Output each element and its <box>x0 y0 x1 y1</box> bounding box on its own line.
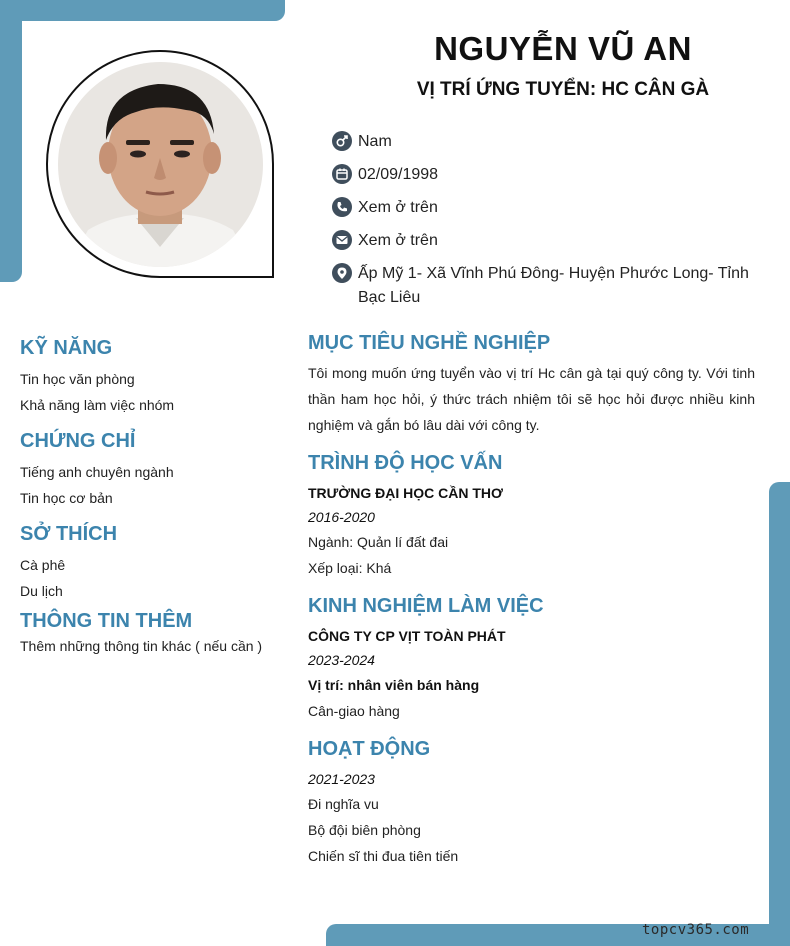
skills-title: KỸ NĂNG <box>20 337 113 359</box>
address-text: Ấp Mỹ 1- Xã Vĩnh Phú Đông- Huyện Phước Long- Tỉnh Bạc Liêu <box>358 265 749 306</box>
email-text: Xem ở trên <box>358 232 438 249</box>
profile-photo-frame <box>46 50 274 278</box>
right-column <box>308 332 755 869</box>
gender-text: Nam <box>358 133 392 150</box>
experience-section <box>308 595 755 724</box>
phone-icon <box>332 197 352 217</box>
more-info-title: THÔNG TIN THÊM <box>20 610 193 632</box>
certificates-title: CHỨNG CHỈ <box>20 430 136 452</box>
contact-info <box>332 130 772 319</box>
left-column <box>20 333 290 659</box>
activities-dates: 2021-2023 <box>308 771 375 787</box>
calendar-icon <box>332 164 352 184</box>
more-info-item: Thêm những thông tin khác ( nếu cần ) <box>20 638 263 654</box>
experience-title: KINH NGHIỆM LÀM VIỆC <box>308 595 544 617</box>
skill-item: Khả năng làm việc nhóm <box>20 397 175 413</box>
contact-gender <box>332 130 772 154</box>
education-major: Ngành: Quản lí đất đai <box>308 534 449 550</box>
watermark: topcv365.com <box>642 922 750 938</box>
email-icon <box>332 230 352 250</box>
activities-title: HOẠT ĐỘNG <box>308 738 431 760</box>
education-rank: Xếp loại: Khá <box>308 560 392 576</box>
hobbies-section <box>20 523 290 604</box>
experience-role: Vị trí: nhân viên bán hàng <box>308 677 480 693</box>
contact-phone <box>332 196 772 220</box>
company-name: CÔNG TY CP VỊT TOÀN PHÁT <box>308 628 506 644</box>
more-info-section <box>20 610 290 659</box>
experience-dates: 2023-2024 <box>308 652 375 668</box>
skills-section <box>20 337 290 418</box>
decor-bar-right <box>769 482 790 946</box>
birthday-text: 02/09/1998 <box>358 166 439 183</box>
certificate-item: Tiếng anh chuyên ngành <box>20 464 174 480</box>
hobby-item: Cà phê <box>20 557 66 573</box>
school-name: TRƯỜNG ĐẠI HỌC CẦN THƠ <box>308 485 503 501</box>
gender-icon <box>332 131 352 151</box>
decor-bar-top <box>0 0 285 21</box>
contact-address <box>332 262 772 310</box>
activities-section <box>308 738 755 869</box>
applied-position: VỊ TRÍ ỨNG TUYỂN: HC CÂN GÀ <box>416 79 710 100</box>
hobby-item: Du lịch <box>20 583 63 599</box>
profile-photo <box>58 62 263 267</box>
location-icon <box>332 263 352 283</box>
education-title: TRÌNH ĐỘ HỌC VẤN <box>308 452 503 474</box>
activity-item: Bộ đội biên phòng <box>308 822 421 838</box>
certificate-item: Tin học cơ bản <box>20 490 113 506</box>
experience-desc: Cân-giao hàng <box>308 703 400 719</box>
contact-email <box>332 229 772 253</box>
certificates-section <box>20 430 290 511</box>
skill-item: Tin học văn phòng <box>20 371 135 387</box>
decor-bar-left <box>0 0 22 282</box>
education-section <box>308 452 755 581</box>
education-dates: 2016-2020 <box>308 509 375 525</box>
contact-birthday <box>332 163 772 187</box>
activity-item: Đi nghĩa vu <box>308 796 379 812</box>
hobbies-title: SỞ THÍCH <box>20 523 118 545</box>
objective-section <box>308 332 755 438</box>
objective-title: MỤC TIÊU NGHỀ NGHIỆP <box>308 332 551 354</box>
activity-item: Chiến sĩ thi đua tiên tiến <box>308 848 459 864</box>
phone-text: Xem ở trên <box>358 199 438 216</box>
candidate-name: NGUYỄN VŨ AN <box>434 30 692 67</box>
objective-text: Tôi mong muốn ứng tuyển vào vị trí Hc cân gà tại quý công ty. Với tinh thần ham học hỏi, ý thức trách nhiệm tôi sẽ học hỏi được nhiều kinh nghiệm và gắn bó lâu dài với công ty. <box>308 365 755 433</box>
